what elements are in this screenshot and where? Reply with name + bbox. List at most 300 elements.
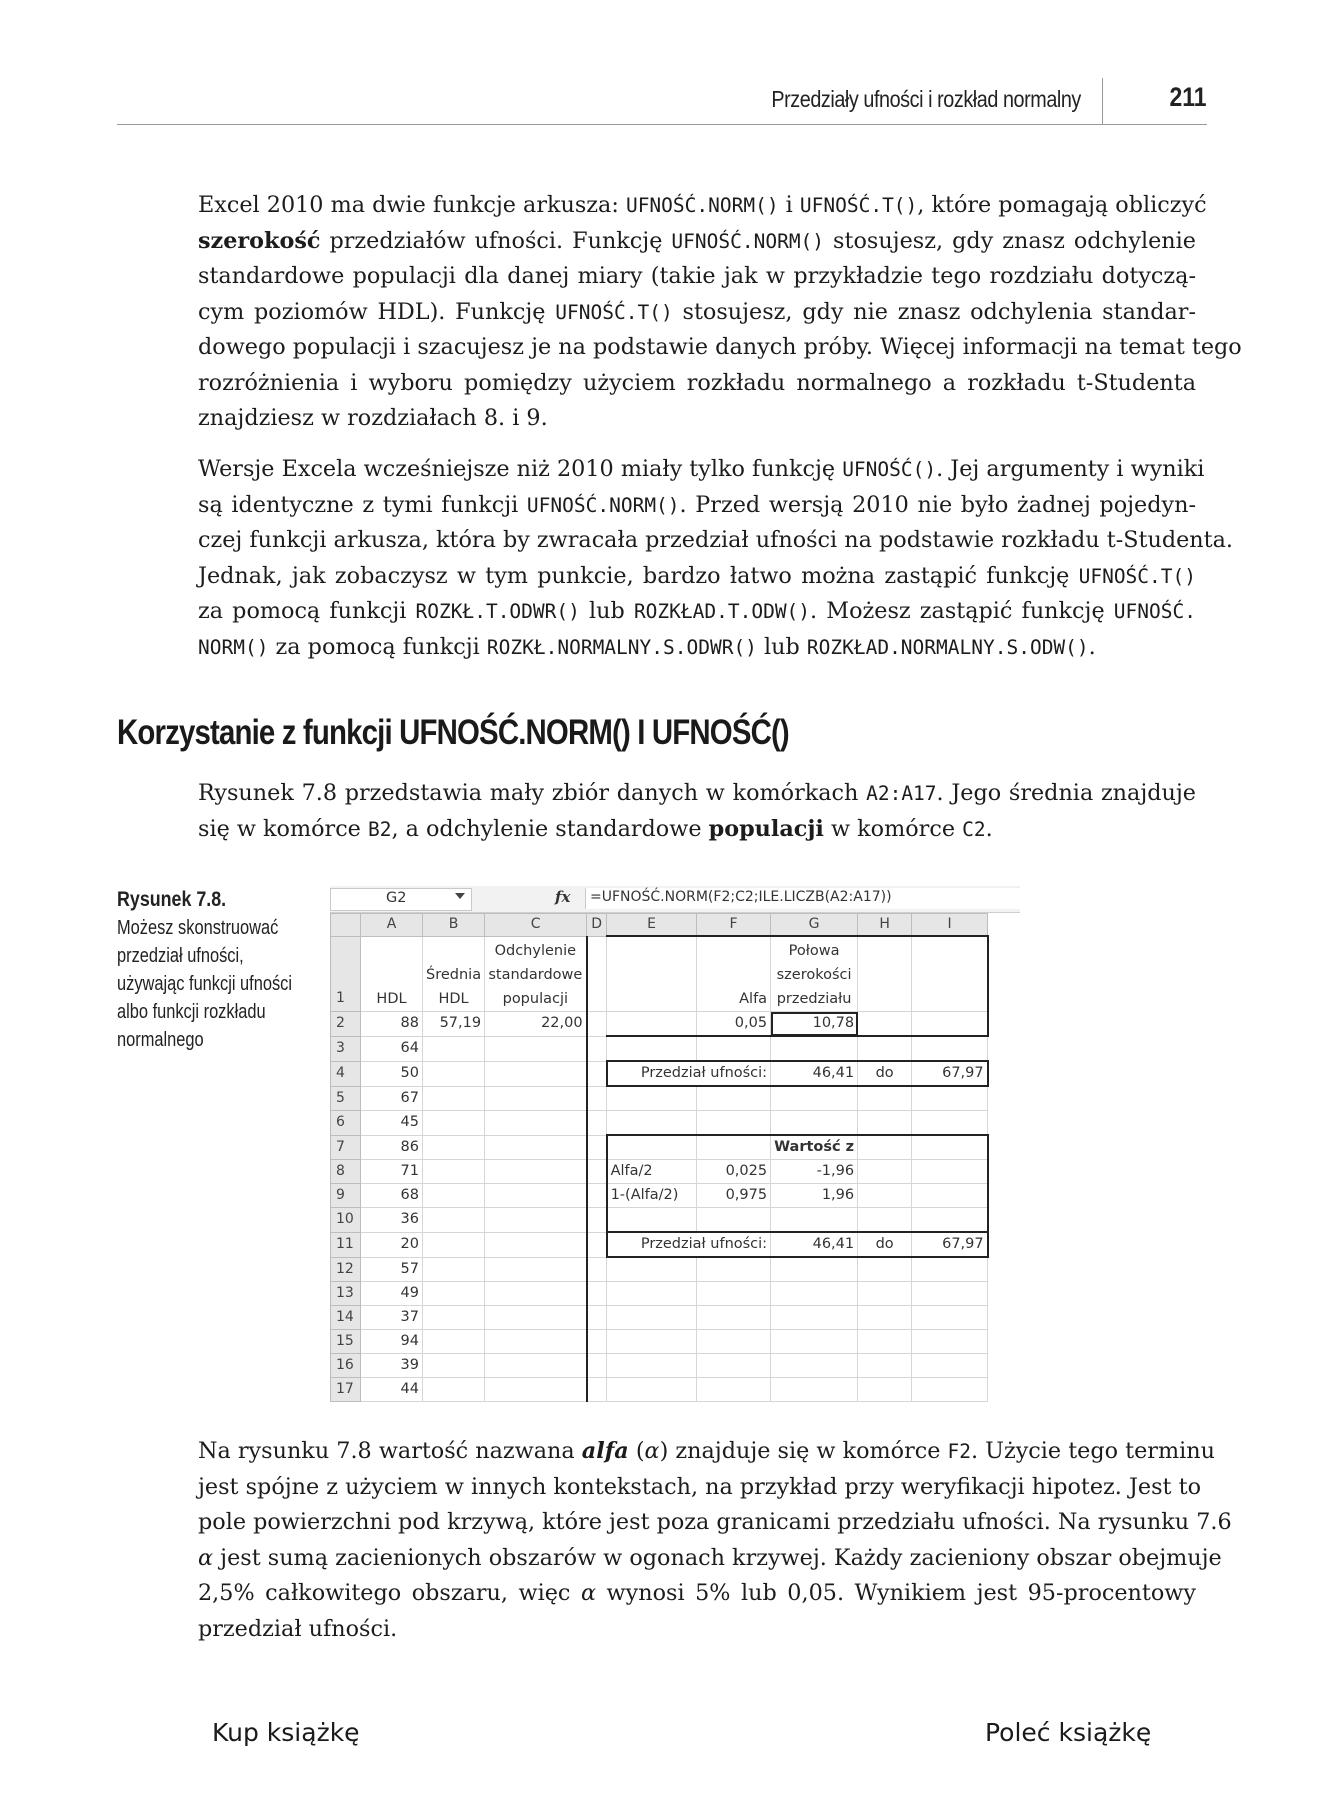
cell-text-line: Połowa [788, 943, 840, 959]
cell[interactable] [423, 1306, 485, 1330]
cell[interactable] [912, 936, 988, 1012]
buy-book-link[interactable]: Kup książkę [212, 1718, 360, 1747]
cell[interactable]: 57,19 [423, 1012, 485, 1037]
row-header[interactable]: 12 [331, 1257, 361, 1282]
cell[interactable] [697, 1208, 771, 1233]
cell[interactable] [485, 1378, 587, 1402]
cell-grid [330, 913, 989, 1402]
cell[interactable] [423, 1086, 485, 1111]
text-line [198, 630, 1196, 666]
cell[interactable]: 44 [361, 1378, 423, 1402]
cell[interactable] [587, 1354, 607, 1378]
text-run: 2,5% całkowitego obszaru, więc [198, 1580, 581, 1606]
text-run: Jednak, jak zobaczysz w tym punkcie, bardzo łatwo można zastąpić funkcję [198, 562, 1079, 589]
text-run: ( [628, 1438, 645, 1464]
cell[interactable] [423, 936, 485, 1012]
text-line [198, 259, 1196, 295]
cell[interactable] [771, 1086, 858, 1111]
text-run: cym poziomów HDL). Funkcję [198, 298, 556, 325]
cell[interactable]: 71 [361, 1160, 423, 1184]
column-header-row [331, 914, 988, 937]
inline-code: C2 [962, 817, 986, 841]
text-run: jest sumą zacienionych obszarów w ogonach krzywej. Każdy zacieniony obszar obejmuje [213, 1544, 1222, 1571]
emphasis-term: alfa [581, 1438, 629, 1464]
text-run: Excel 2010 ma dwie funkcje arkusza: [198, 192, 626, 218]
cell[interactable] [607, 1208, 697, 1233]
sheet-row [331, 1208, 988, 1233]
inline-code: ROZKŁAD.NORMALNY.S.ODW() [806, 635, 1089, 659]
cell[interactable] [912, 1257, 988, 1282]
cell[interactable] [858, 1086, 912, 1111]
cell[interactable] [587, 1232, 607, 1257]
cell[interactable]: 10,78 [771, 1012, 858, 1037]
cell[interactable] [587, 1378, 607, 1402]
bold-term: szerokość [198, 227, 321, 254]
sheet-row [331, 1330, 988, 1354]
row-header[interactable]: 13 [331, 1282, 361, 1306]
sheet-row [331, 1184, 988, 1208]
row-header[interactable]: 11 [331, 1232, 361, 1257]
cell[interactable] [607, 1036, 697, 1061]
text-line [198, 1434, 1215, 1470]
cell[interactable] [587, 1160, 607, 1184]
sheet-row [331, 1257, 988, 1282]
cell[interactable] [587, 1135, 607, 1160]
row-header[interactable]: 4 [331, 1061, 361, 1086]
text-run: standardowe populacji dla danej miary (takie jak w przykładzie tego rozdziału dotyczą- [198, 263, 1196, 289]
inline-code: UFNOŚĆ() [842, 458, 937, 481]
row-header[interactable]: 9 [331, 1184, 361, 1208]
cell[interactable] [485, 1086, 587, 1111]
inline-code: UFNOŚĆ.NORM() [671, 229, 825, 253]
cell-text-line: populacji [502, 991, 569, 1007]
cell[interactable] [485, 1208, 587, 1233]
column-header[interactable]: B [423, 914, 485, 937]
cell[interactable] [607, 1257, 697, 1282]
cell[interactable] [771, 1282, 858, 1306]
text-line [198, 1470, 1201, 1506]
cell[interactable] [587, 1330, 607, 1354]
cell[interactable]: 45 [361, 1111, 423, 1136]
cell[interactable] [587, 1036, 607, 1061]
sheet-row [331, 1012, 988, 1037]
row-header[interactable]: 8 [331, 1160, 361, 1184]
cell[interactable]: 94 [361, 1330, 423, 1354]
cell[interactable]: 50 [361, 1061, 423, 1086]
cell[interactable]: 22,00 [485, 1012, 587, 1037]
row-header[interactable]: 3 [331, 1036, 361, 1061]
paragraph-alpha-explanation [198, 1434, 1232, 1647]
cell[interactable] [587, 1061, 607, 1086]
cell[interactable] [485, 1111, 587, 1136]
text-run: stosujesz, gdy nie znasz odchylenia standar- [672, 298, 1196, 325]
cell[interactable] [912, 1354, 988, 1378]
cell[interactable] [858, 1208, 912, 1233]
cell[interactable] [697, 1036, 771, 1061]
text-line [198, 330, 1242, 366]
sheet-row [331, 1354, 988, 1378]
cell[interactable] [423, 1378, 485, 1402]
cell-text-line: standardowe [488, 967, 583, 983]
name-box[interactable] [330, 888, 472, 911]
row-header[interactable]: 1 [331, 936, 361, 1012]
cell-text-line: HDL [376, 991, 407, 1007]
cell[interactable]: 49 [361, 1282, 423, 1306]
text-line [198, 523, 1234, 559]
text-line [198, 401, 1196, 437]
cell[interactable] [771, 1257, 858, 1282]
text-line [198, 812, 1196, 848]
cell[interactable] [858, 1012, 912, 1037]
text-run: przedziałów ufności. Funkcję [320, 227, 672, 254]
cell[interactable]: 67,97 [912, 1232, 988, 1257]
cell[interactable] [912, 1036, 988, 1061]
recommend-book-link[interactable]: Poleć książkę [985, 1718, 1152, 1747]
cell[interactable] [858, 1282, 912, 1306]
select-all-corner[interactable] [331, 914, 361, 937]
cell[interactable] [361, 936, 423, 1012]
cell[interactable] [771, 1354, 858, 1378]
column-header[interactable]: H [858, 914, 912, 937]
text-line [198, 366, 1196, 402]
cell[interactable] [858, 1378, 912, 1402]
cell[interactable]: 86 [361, 1135, 423, 1160]
text-run: za pomocą funkcji [268, 633, 487, 660]
cell[interactable] [771, 1330, 858, 1354]
inline-code: UFNOŚĆ.T() [1078, 564, 1196, 588]
cell[interactable] [912, 1330, 988, 1354]
inline-code: B2 [367, 817, 392, 841]
cell[interactable] [858, 1330, 912, 1354]
formula-bar [330, 886, 1020, 913]
cell[interactable] [485, 1257, 587, 1282]
text-line [198, 1576, 1196, 1612]
inline-code: F2 [947, 1440, 971, 1463]
row-header[interactable]: 15 [331, 1330, 361, 1354]
cell[interactable] [858, 1184, 912, 1208]
cell[interactable]: do [858, 1232, 912, 1257]
cell[interactable] [587, 1184, 607, 1208]
cell[interactable] [485, 1330, 587, 1354]
inline-code: UFNOŚĆ. [1113, 600, 1196, 623]
row-header[interactable]: 7 [331, 1135, 361, 1160]
cell[interactable]: Przedział ufności: [607, 1232, 771, 1257]
cell[interactable] [485, 1135, 587, 1160]
cell[interactable]: 1-(Alfa/2) [607, 1184, 697, 1208]
row-header[interactable]: 17 [331, 1378, 361, 1402]
cell[interactable] [697, 1378, 771, 1402]
cell[interactable] [912, 1378, 988, 1402]
math-symbol: α [198, 1544, 214, 1571]
text-run: . [1088, 633, 1096, 660]
column-header[interactable]: I [912, 914, 988, 937]
cell[interactable]: 20 [361, 1232, 423, 1257]
cell[interactable] [858, 1160, 912, 1184]
row-header[interactable]: 14 [331, 1306, 361, 1330]
formula-text: =UFNOŚĆ.NORM(F2;C2;ILE.LICZB(A2:A17)) [590, 889, 892, 905]
cell[interactable]: Przedział ufności: [607, 1061, 771, 1086]
cell[interactable] [423, 1160, 485, 1184]
inline-code: ROZKŁAD.T.ODW() [633, 600, 811, 623]
cell[interactable]: 88 [361, 1012, 423, 1037]
cell-text-line: Odchylenie [494, 943, 577, 959]
row-header[interactable]: 10 [331, 1208, 361, 1233]
column-header[interactable]: F [697, 914, 771, 937]
sheet-row [331, 1135, 988, 1160]
figure-caption-line: używając funkcji ufności [117, 973, 293, 995]
cell[interactable]: 0,025 [697, 1160, 771, 1184]
cell[interactable]: 46,41 [771, 1232, 858, 1257]
text-line [198, 594, 1196, 630]
paragraph-confidence-functions [198, 188, 1242, 437]
inline-code: ROZKŁ.T.ODWR() [415, 600, 580, 623]
cell[interactable] [697, 1282, 771, 1306]
text-line [198, 224, 1196, 260]
cell[interactable] [912, 1111, 988, 1136]
cell[interactable] [423, 1135, 485, 1160]
column-header[interactable]: A [361, 914, 423, 937]
cell[interactable] [485, 1160, 587, 1184]
text-run: . [985, 815, 993, 842]
cell[interactable] [912, 1282, 988, 1306]
cell[interactable] [607, 1330, 697, 1354]
figure-caption-line: albo funkcji rozkładu [117, 1001, 266, 1023]
text-run: . Możesz zastąpić funkcję [810, 598, 1114, 624]
sheet-row [331, 1061, 988, 1086]
cell[interactable]: 1,96 [771, 1184, 858, 1208]
cell-text-line: Średnia [426, 967, 482, 983]
cell[interactable]: 39 [361, 1354, 423, 1378]
cell[interactable] [771, 936, 858, 1012]
formula-input[interactable] [585, 888, 1021, 909]
text-line [198, 1541, 1222, 1577]
cell[interactable] [858, 1354, 912, 1378]
cell[interactable] [485, 1232, 587, 1257]
cell[interactable] [607, 1282, 697, 1306]
paragraph-older-versions [198, 452, 1234, 665]
cell[interactable] [607, 1135, 697, 1160]
inline-code: UFNOŚĆ.NORM() [526, 493, 680, 517]
text-run: czej funkcji arkusza, która by zwracała przedział ufności na podstawie rozkładu t-Studenta. [198, 527, 1234, 553]
running-header-title: Przedziały ufności i rozkład normalny [771, 86, 1081, 112]
text-run: , które pomagają obliczyć [917, 192, 1207, 218]
sheet-row [331, 1086, 988, 1111]
inline-code: UFNOŚĆ.T() [799, 194, 918, 217]
text-run: rozróżnienia i wyboru pomiędzy użyciem rozkładu normalnego a rozkładu t-Studenta [198, 369, 1196, 396]
cell[interactable]: 37 [361, 1306, 423, 1330]
sheet-row [331, 1111, 988, 1136]
cell[interactable] [697, 1330, 771, 1354]
column-header[interactable]: D [587, 914, 607, 937]
cell[interactable] [858, 936, 912, 1012]
cell[interactable] [423, 1184, 485, 1208]
cell[interactable]: 67 [361, 1086, 423, 1111]
figure-caption-title: Rysunek 7.8. [117, 888, 227, 911]
cell[interactable]: 46,41 [771, 1061, 858, 1086]
cell[interactable] [697, 1111, 771, 1136]
cell[interactable] [858, 1036, 912, 1061]
cell[interactable] [607, 1111, 697, 1136]
cell[interactable] [423, 1330, 485, 1354]
figure-caption-line: Możesz skonstruować [117, 917, 279, 939]
inline-code: A2:A17 [866, 782, 937, 805]
text-run: wynosi 5% lub 0,05. Wynikiem jest 95-procentowy [596, 1580, 1196, 1606]
row-header[interactable]: 2 [331, 1012, 361, 1037]
text-run: Na rysunku 7.8 wartość nazwana [198, 1438, 582, 1464]
cell[interactable] [587, 936, 607, 1012]
cell[interactable] [697, 1257, 771, 1282]
cell[interactable] [485, 1282, 587, 1306]
cell[interactable] [771, 1111, 858, 1136]
cell-text-line: Alfa [739, 991, 768, 1007]
sheet-row [331, 1036, 988, 1061]
text-run: lub [756, 633, 807, 660]
text-run: . Użycie tego terminu [970, 1438, 1215, 1464]
cell[interactable] [485, 936, 587, 1012]
text-line [198, 488, 1196, 524]
cell[interactable] [587, 1111, 607, 1136]
running-header [117, 72, 1207, 125]
cell[interactable] [587, 1208, 607, 1233]
text-run: dowego populacji i szacujesz je na podstawie danych próby. Więcej informacji na temat tego [198, 334, 1242, 360]
cell[interactable] [697, 936, 771, 1012]
cell-text-line: HDL [438, 991, 469, 1007]
cell[interactable] [912, 1135, 988, 1160]
text-run: i [778, 192, 800, 218]
sheet-row [331, 936, 988, 1012]
text-run: . Przed wersją 2010 nie było żadnej pojedyn- [679, 491, 1196, 518]
text-run: jest spójne z użyciem w innych kontekstach, na przykład przy weryfikacji hipotez. Jest to [198, 1473, 1201, 1500]
text-run: Wersje Excela wcześniejsze niż 2010 miały tylko funkcję [198, 456, 843, 482]
cell[interactable] [587, 1282, 607, 1306]
cell[interactable] [587, 1257, 607, 1282]
figure-caption-line: normalnego [117, 1029, 204, 1051]
row-header[interactable]: 5 [331, 1086, 361, 1111]
cell[interactable] [912, 1184, 988, 1208]
cell[interactable]: 0,05 [697, 1012, 771, 1037]
cell[interactable]: Alfa/2 [607, 1160, 697, 1184]
cell[interactable] [697, 1306, 771, 1330]
text-run: Rysunek 7.8 przedstawia mały zbiór danych w komórkach [198, 780, 867, 806]
cell[interactable] [607, 936, 697, 1012]
text-run: się w komórce [198, 815, 368, 842]
cell[interactable] [912, 1160, 988, 1184]
cell[interactable]: 67,97 [912, 1061, 988, 1086]
row-header[interactable]: 6 [331, 1111, 361, 1136]
cell[interactable] [858, 1257, 912, 1282]
text-run: , a odchylenie standardowe [391, 815, 709, 842]
spreadsheet-figure [330, 886, 1020, 1412]
text-run: . Jej argumenty i wyniki [936, 456, 1205, 482]
cell[interactable] [485, 1184, 587, 1208]
cell[interactable] [771, 1378, 858, 1402]
cell[interactable] [607, 1378, 697, 1402]
cell[interactable]: 0,975 [697, 1184, 771, 1208]
inline-code: UFNOŚĆ.NORM() [625, 194, 779, 217]
cell[interactable] [485, 1306, 587, 1330]
cell[interactable] [697, 1354, 771, 1378]
cell[interactable] [423, 1061, 485, 1086]
text-run: są identyczne z tymi funkcji [198, 491, 527, 518]
cell[interactable] [587, 1086, 607, 1111]
math-symbol: α [644, 1438, 660, 1464]
inline-code: ROZKŁ.NORMALNY.S.ODWR() [486, 635, 757, 659]
cell[interactable] [485, 1354, 587, 1378]
chevron-down-icon[interactable] [455, 893, 465, 899]
function-icon[interactable]: fx [555, 888, 571, 906]
cell[interactable] [607, 1086, 697, 1111]
cell[interactable] [423, 1111, 485, 1136]
paragraph-figure-intro [198, 776, 1196, 847]
cell[interactable]: Wartość z [771, 1135, 858, 1160]
cell[interactable] [423, 1354, 485, 1378]
text-run: w komórce [823, 815, 963, 842]
sheet-row [331, 1282, 988, 1306]
cell[interactable] [912, 1086, 988, 1111]
cell[interactable] [485, 1036, 587, 1061]
text-line [198, 1612, 1196, 1648]
page-number: 211 [1169, 82, 1207, 112]
row-header[interactable]: 16 [331, 1354, 361, 1378]
cell[interactable] [912, 1012, 988, 1037]
inline-code: UFNOŚĆ.T() [555, 300, 673, 324]
cell[interactable] [587, 1306, 607, 1330]
cell[interactable]: -1,96 [771, 1160, 858, 1184]
cell[interactable]: 57 [361, 1257, 423, 1282]
text-line [198, 1505, 1232, 1541]
cell[interactable] [423, 1208, 485, 1233]
math-symbol: α [580, 1580, 597, 1606]
text-line [198, 295, 1196, 331]
cell[interactable] [587, 1012, 607, 1037]
cell[interactable] [423, 1257, 485, 1282]
sheet-row [331, 1232, 988, 1257]
cell[interactable] [858, 1111, 912, 1136]
column-header[interactable]: E [607, 914, 697, 937]
cell[interactable] [912, 1306, 988, 1330]
cell[interactable] [912, 1208, 988, 1233]
cell[interactable]: 68 [361, 1184, 423, 1208]
bold-term: populacji [708, 815, 824, 842]
cell[interactable] [771, 1306, 858, 1330]
column-header[interactable]: G [771, 914, 858, 937]
text-run: . Jego średnia znajduje [936, 780, 1196, 806]
cell[interactable] [423, 1036, 485, 1061]
cell[interactable]: 36 [361, 1208, 423, 1233]
name-box-value: G2 [386, 890, 407, 906]
cell[interactable] [697, 1135, 771, 1160]
text-run: znajdziesz w rozdziałach 8. i 9. [198, 405, 548, 431]
text-line [198, 188, 1207, 224]
cell[interactable] [607, 1012, 697, 1037]
text-run: pole powierzchni pod krzywą, które jest poza granicami przedziału ufności. Na rysunku 7.6 [198, 1509, 1232, 1535]
cell[interactable] [697, 1086, 771, 1111]
cell[interactable] [858, 1306, 912, 1330]
cell[interactable] [771, 1036, 858, 1061]
cell[interactable] [423, 1232, 485, 1257]
sheet-row [331, 1160, 988, 1184]
cell[interactable] [423, 1282, 485, 1306]
cell[interactable] [858, 1135, 912, 1160]
cell[interactable] [771, 1208, 858, 1233]
text-line [198, 559, 1196, 595]
cell[interactable]: do [858, 1061, 912, 1086]
column-header[interactable]: C [485, 914, 587, 937]
cell[interactable] [485, 1061, 587, 1086]
cell[interactable]: 64 [361, 1036, 423, 1061]
cell[interactable] [607, 1354, 697, 1378]
cell[interactable] [607, 1306, 697, 1330]
